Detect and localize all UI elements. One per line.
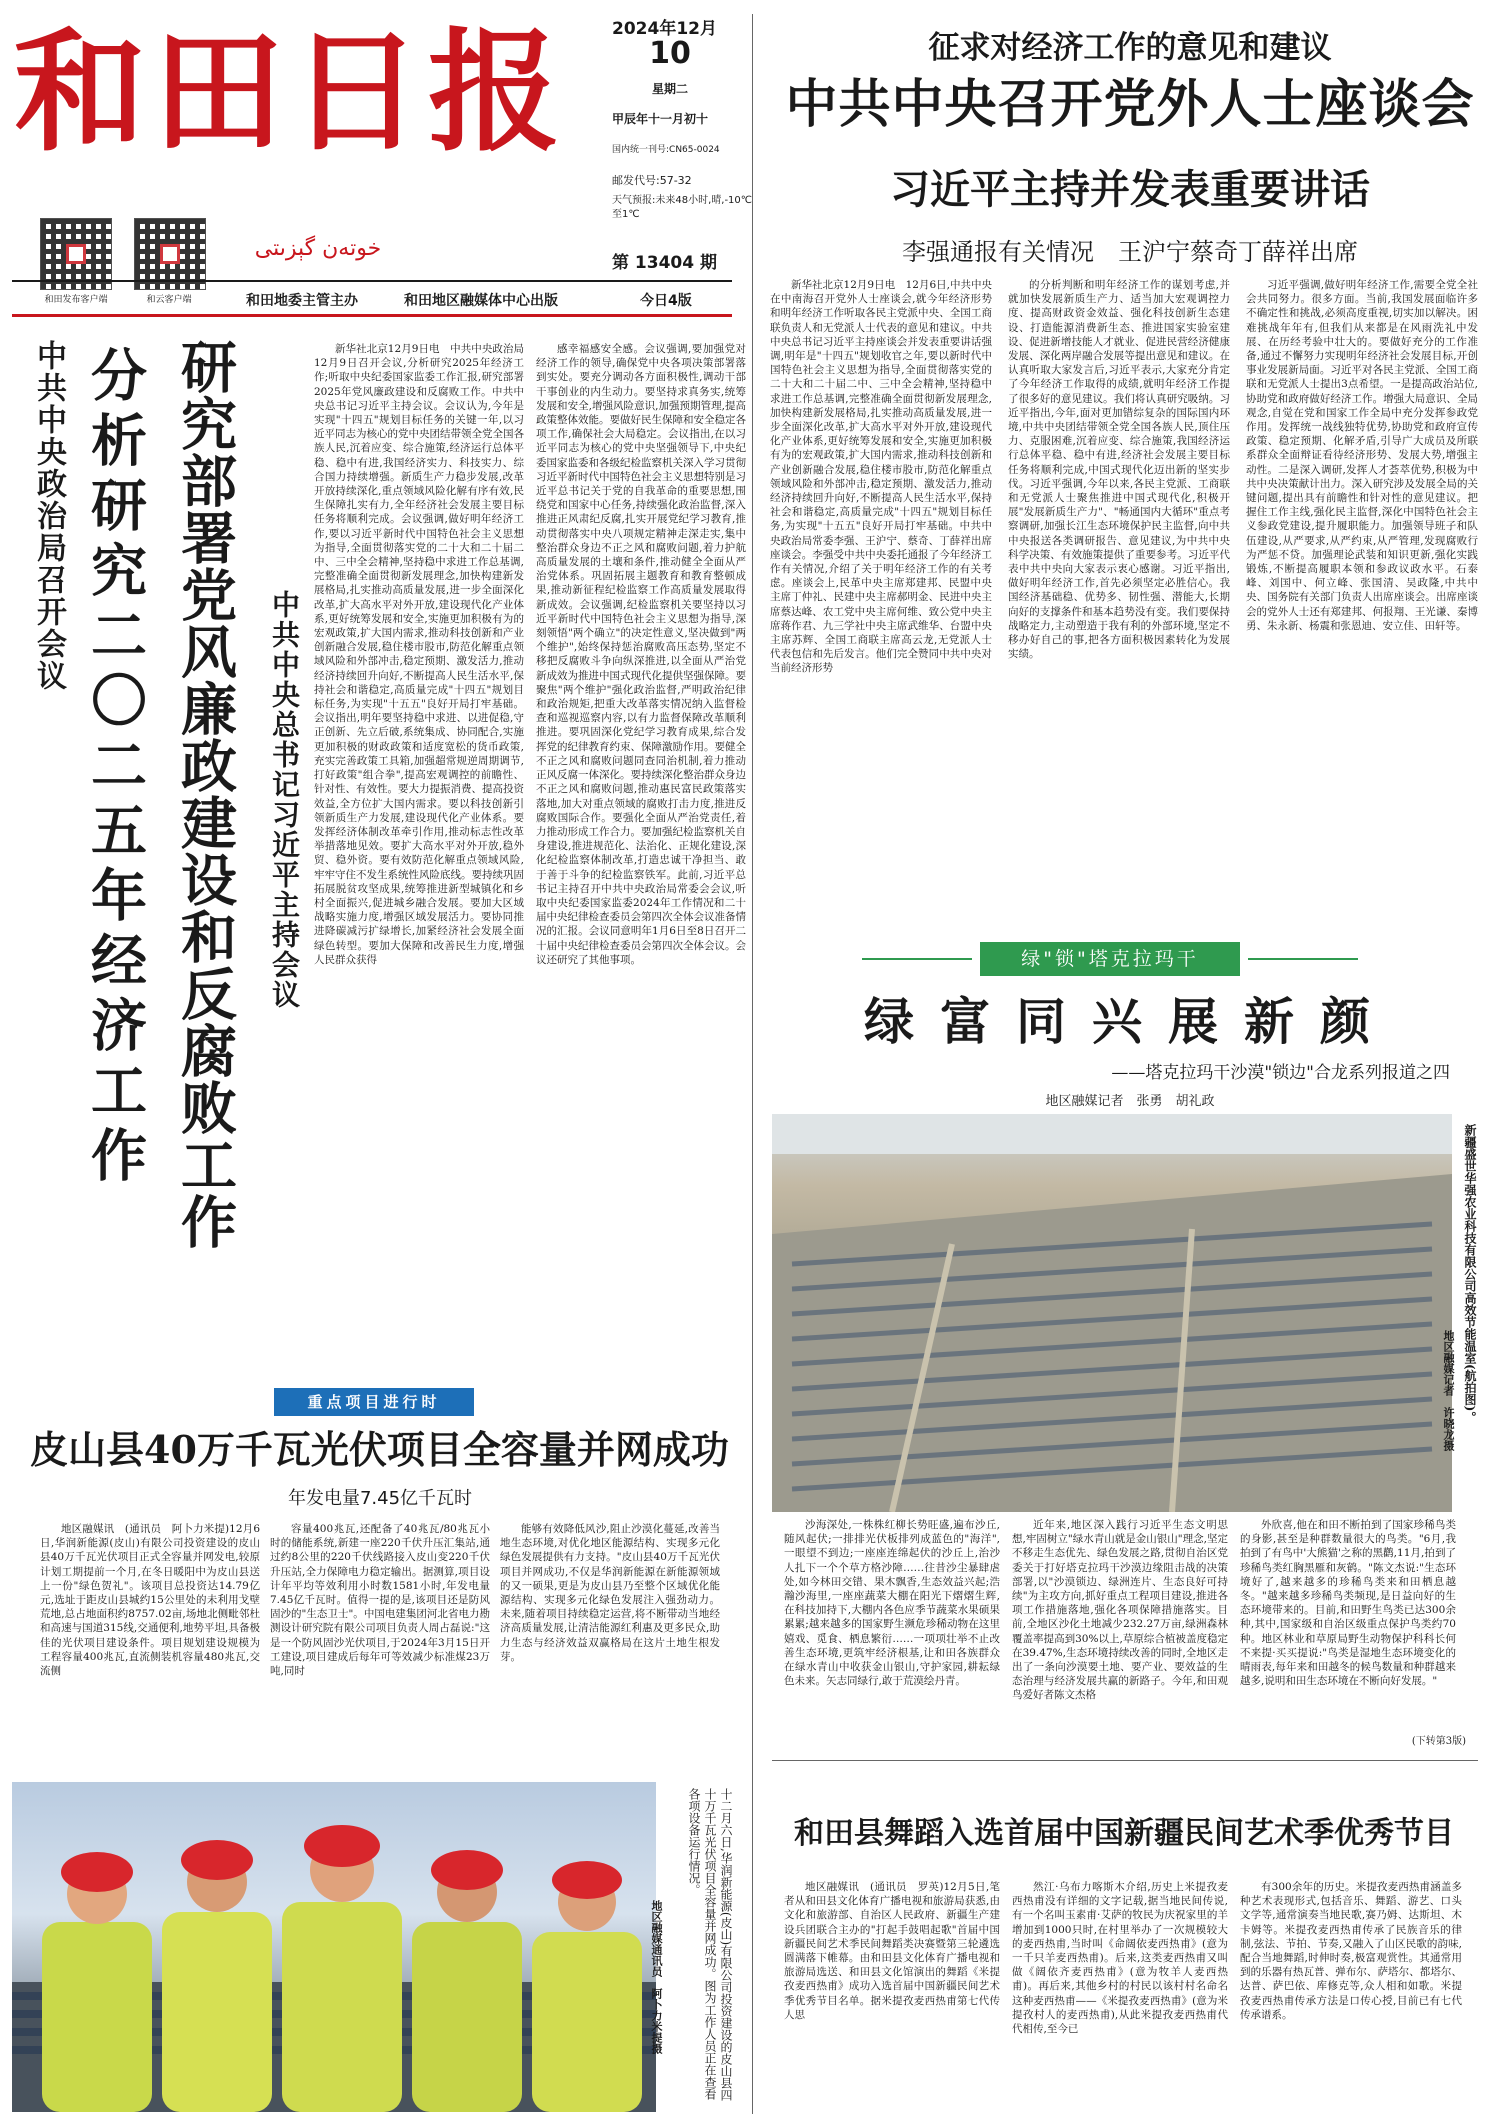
pishan-subhead: 年发电量7.45亿千瓦时 (287, 1488, 473, 1509)
politburo-body-col1: 新华社北京12月9日电 中共中央政治局12月9日召开会议,分析研究2025年经济工作;听取中央纪委国家监委工作汇报,研究部署2025年党风廉政建设和反腐败工作。中共中央总书记习近平主持会议。会议认为,今年是实现"十四五"规划目标任务的关键一年,以习近平同志为核心的党中央团结带领全党全国各族人民,沉着应变、综合施策,经济运行总体平稳、稳中有进,我国经济实力、科技实力、综合国力持续增强。新质生产力稳步发展,改革开放持续深化,重点领域风险化解有序有效,民生保障扎实有力,全年经济社会发展主要目标任务将顺利完成。会议强调,做好明年经济工作,要以习近平新时代中国特色社会主义思想为指导,全面贯彻落实党的二十大和二十届二中、三中全会精神,坚持稳中求进工作总基调,完整准确全面贯彻新发展理念,加快构建新发展格局,扎实推动高质量发展,进一步全面深化改革,扩大高水平对外开放,建设现代化产业体系,更好统筹发展和安全,实施更加积极有为的宏观政策,扩大国内需求,推动科技创新和产业创新融合发展,稳住楼市股市,防范化解重点领域风险和外部冲击,稳定预期、激发活力,推动经济持续回升向好,不断提高人民生活水平,保持社会和谐稳定,高质量完成"十四五"规划目标任务,为实现"十五五"良好开局打牢基础。会议指出,明年要坚持稳中求进、以进促稳,守正创新、先立后破,系统集成、协同配合,实施更加积极的财政政策和适度宽松的货币政策,充实完善政策工具箱,加强超常规逆周期调节,打好政策"组合拳",提高宏观调控的前瞻性、针对性、有效性。要大力提振消费、提高投资效益,全方位扩大国内需求。要以科技创新引领新质生产力发展,建设现代化产业体系。要发挥经济体制改革牵引作用,推动标志性改革举措落地见效。要扩大高水平对外开放,稳外贸、稳外资。要有效防范化解重点领域风险,牢牢守住不发生系统性风险底线。要持续巩固拓展脱贫攻坚成果,统筹推进新型城镇化和乡村全面振兴,促进城乡融合发展。要加大区域战略实施力度,增强区域发展活力。要协同推进降碳减污扩绿增长,加紧经济社会发展全面绿色转型。要加大保障和改善民生力度,增强人民群众获得 (314, 343, 524, 966)
pishan-photo-credit: 地区融媒通讯员 阿卜力米提摄 (650, 1900, 663, 2054)
masthead-rule (12, 280, 732, 282)
issue-date-line: 2024年12月 (612, 19, 717, 39)
dance-top-rule (772, 1760, 1478, 1761)
issue-lunar: 甲辰年十一月初十 (612, 112, 709, 126)
pishan-tag: 重点项目进行时 (274, 1388, 474, 1416)
issue-weekday: 星期二 (651, 82, 688, 96)
desert-byline: 地区融媒记者 张勇 胡礼政 (1045, 1094, 1215, 1109)
dance-body-col3: 有300余年的历史。米提孜麦西热甫涵盖多种艺术表现形式,包括音乐、舞蹈、游艺、口头文学等,通常演奏当地民歌,赛乃姆、达斯坦、木卡姆等。米提孜麦西热甫传承了民族音乐的律制,弦法、节拍、节奏,又融入了山区民歌的韵味,配合当地舞蹈,时伸时奏,极富观赏性。其通常用到的乐器有热瓦普、弹布尔、萨塔尔、都塔尔、达普、萨巴依、库修克等,众人相和如歌。米提孜麦西热甫传承方法是口传心授,目前已有七代传承谱系。 (1240, 1881, 1462, 2021)
politburo-headline-a: 分析研究二〇二五年经济工作 (82, 346, 148, 1191)
weather-forecast: 天气预报:未来48小时,晴,-10℃至1℃ (612, 195, 753, 220)
dance-body-col2: 然江·乌布力喀斯木介绍,历史上米提孜麦西热甫没有详细的文字记载,据当地民间传说,有一个名叫玉素甫·艾萨的牧民为庆祝家里的羊增加到1000只时,在村里举办了一次规模较大的麦西热甫,当时叫《命阔依麦西热甫》(意为一千只羊麦西热甫)。后来,这类麦西热甫又叫做《阔依齐麦西热甫》(意为牧羊人麦西热甫)。再后来,其他乡村的村民以该村村名命名这种麦西热甫——《米提孜麦西热甫》(意为米提孜村人的麦西热甫),从此米提孜麦西热甫代代相传,至今已 (1012, 1881, 1228, 2036)
desert-body-col2: 近年来,地区深入践行习近平生态文明思想,牢固树立"绿水青山就是金山银山"理念,坚定不移走生态优先、绿色发展之路,贯彻自治区党委关于打好塔克拉玛干沙漠边缘阻击战的决策部署,以"沙漠锁边、绿洲连片、生态良好可持续"为主攻方向,抓好重点工程项目建设,推进各项工作措施落地,强化各项保障措施落实。目前,全地区沙化土地减少232.27万亩,绿洲森林覆盖率提高到30%以上,草原综合植被盖度稳定在39.47%,生态环境持续改善的同时,全地区走出了一条向沙漠要土地、要产业、要效益的生态治理与经济发展共赢的新路子。今年,和田观鸟爱好者陈文杰格 (1012, 1519, 1228, 1702)
desert-body-col3: 外欣喜,他在和田不断拍到了国家珍稀鸟类的身影,甚至是种群数量很大的鸟类。"6月,我拍到了有鸟中'大熊猫'之称的黑鹳,11月,拍到了珍稀鸟类红胸黑雁和灰鹤。"陈文杰说:"生态环境好了,越来越多的珍稀鸟类来和田栖息越冬。"越来越多珍稀鸟类频现,是日益向好的生态环境带来的。目前,和田野生鸟类已达300余种,其中,国家级和自治区级重点保护鸟类约70种。地区林业和草原局野生动物保护科科长何不来提·买买提说:"鸟类是湿地生态环境变化的晴雨表,每年来和田越冬的候鸟数量和种群越来越多,说明和田生态环境在不断向好发展。" (1240, 1519, 1456, 1688)
dance-headline: 和田县舞蹈入选首届中国新疆民间艺术季优秀节目 (794, 1816, 1454, 1851)
newspaper-title-uyghur: خوتەن گېزىتى (254, 236, 382, 261)
politburo-headline-b: 研究部署党风廉政建设和反腐败工作 (172, 338, 238, 1250)
politburo-chair: 中共中央总书记习近平主持会议 (268, 590, 301, 1010)
qr-label-heyun: 和云客户端 (146, 295, 192, 305)
publisher-line: 和田地区融媒体中心出版 (404, 293, 558, 309)
desert-body-col1: 沙海深处,一株株红柳长势旺盛,遍布沙丘,随风起伏;一排排光伏板排列成蓝色的"海洋",一眼望不到边;一座座连绵起伏的沙丘上,治沙人扎下一个个草方格沙障……往昔沙尘暴肆虐处,如今林田交错、果木飘香,生态效益兴起;浩瀚沙海里,一座座蔬菜大棚在阳光下熠熠生辉,在科技加持下,大棚内各色应季节蔬菜水果硕果累累;越来越多的国家野生濒危珍稀动物在这里嬉戏、觅食、栖息繁衍……一项项壮举不止改善生态环境,更筑牢经济根基,让和田各族群众在绿水青山中收获金山银山,守护家园,耕耘绿色未来。矢志同绿行,敢于荒漠绘丹青。 (784, 1519, 1000, 1688)
pishan-photo-caption: 十二月六日,华润新能源(皮山)有限公司投资建设的皮山县四十万千瓦光伏项目全容量并网成功。图为工作人员正在查看各项设备运行情况。 (687, 1788, 733, 2102)
desert-banner: 绿"锁"塔克拉玛干 (980, 942, 1240, 976)
postal-code: 邮发代号:57-32 (612, 174, 692, 187)
issue-number: 第 13404 期 (612, 253, 717, 273)
desert-photo-caption: 新疆盛世华强农业科技有限公司高效节能温室(航拍图)。 (1463, 1124, 1477, 1424)
issue-day: 10 (649, 36, 691, 71)
desert-banner-line-left (862, 958, 972, 960)
qr-label-hetian-fabu: 和田发布客户端 (44, 295, 108, 305)
pishan-photo-art (12, 1782, 656, 2112)
politburo-kicker: 中共中央政治局召开会议 (31, 340, 66, 692)
pishan-body-col1: 地区融媒讯 (通讯员 阿卜力米提)12月6日,华润新能源(皮山)有限公司投资建设的皮山县40万千瓦光伏项目正式全容量并网发电,较原计划工期提前一个月,在冬日暖阳中为皮山县送上一份"绿色贺礼"。该项目总投资达14.79亿元,选址于距皮山县城约15公里处的未利用戈壁荒地,总占地面积约8757.02亩,场地北侧毗邻杜和高速与国道315线,交通便利,地势平坦,具备极佳的光伏项目建设条件。项目规划建设规模为工程容量400兆瓦,直流侧装机容量480兆瓦,交流侧 (40, 1523, 260, 1678)
dance-body-col1: 地区融媒讯 (通讯员 罗英)12月5日,笔者从和田县文化体育广播电视和旅游局获悉,由文化和旅游部、自治区人民政府、新疆生产建设兵团联合主办的"打起手鼓唱起歌"首届中国新疆民间艺术季民间舞蹈类决赛暨第三轮遴选圆满落下帷幕。由和田县文化体育广播电视和旅游局选送、和田县文化馆演出的舞蹈《米提孜麦西热甫》成功入选首届中国新疆民间艺术季优秀节目名单。据米提孜麦西热甫第七代传人思 (784, 1881, 1000, 2021)
pishan-body-col2: 容量400兆瓦,还配备了40兆瓦/80兆瓦小时的储能系统,新建一座220千伏升压汇集站,通过约8公里的220千伏线路接入皮山变220千伏升压站,全力保障电力稳定输出。据测算,项目设计年平均等效利用小时数1581小时,年发电量7.45亿千瓦时。值得一提的是,该项目还是防风固沙的"生态卫士"。中国电建集团河北省电力勘测设计研究院有限公司项目负责人周占磊说:"这是一个防风固沙光伏项目,于2024年3月15日开工建设,项目建成后每年可等效减少标准煤23万吨,同时 (270, 1523, 490, 1678)
pages-count: 今日4版 (640, 293, 692, 309)
desert-headline: 绿富同兴展新颜 (864, 992, 1396, 1051)
top-story-headline: 中共中央召开党外人士座谈会 (785, 74, 1475, 135)
desert-photo (772, 1114, 1452, 1512)
desert-continued: (下转第3版) (1411, 1736, 1466, 1747)
desert-subhead: ——塔克拉玛干沙漠"锁边"合龙系列报道之四 (1111, 1063, 1450, 1083)
masthead-bottom-rule (12, 314, 732, 317)
column-divider (752, 14, 753, 2114)
politburo-body-col2: 感幸福感安全感。会议强调,要加强党对经济工作的领导,确保党中央各项决策部署落到实处。要充分调动各方面积极性,调动干部干事创业的内生动力。要坚持求真务实,统筹发展和安全,增强风险意识,加强预期管理,提高政策整体效能。要做好民生保障和安全稳定各项工作,确保社会大局稳定。会议指出,在以习近平同志为核心的党中央坚强领导下,中央纪委国家监委和各级纪检监察机关深入学习贯彻习近平新时代中国特色社会主义思想特别是习近平总书记关于党的自我革命的重要思想,围绕党和国家中心任务,持续强化政治监督,深入推进正风肃纪反腐,扎实开展党纪学习教育,推动贯彻落实中央八项规定精神走深走实,集中整治群众身边不正之风和腐败问题,着力护航高质量发展的土壤和条件,推动健全全面从严治党体系。巩固拓展主题教育和教育整顿成果,推动新征程纪检监察工作高质量发展取得新成效。会议强调,纪检监察机关要坚持以习近平新时代中国特色社会主义思想为指导,深刻领悟"两个确立"的决定性意义,坚决做到"两个维护",始终保持惩治腐败高压态势,坚定不移把反腐败斗争向纵深推进,以全面从严治党新成效为推进中国式现代化提供坚强保障。要聚焦"两个维护"强化政治监督,严明政治纪律和政治规矩,把重大改革落实情况纳入监督检查和巡视巡察内容,以有力监督保障改革顺利推进。要巩固深化党纪学习教育成果,综合发挥党的纪律教育约束、保障激励作用。要健全不正之风和腐败问题同查同治机制,着力推动正风反腐一体深化。要持续深化整治群众身边不正之风和腐败问题,推动惠民富民政策落实落地,加大对重点领域的腐败打击力度,推进反腐败国际合作。要强化全面从严治党责任,着力推动形成工作合力。要加强纪检监察机关自身建设,推进规范化、法治化、正规化建设,深化纪检监察体制改革,打造忠诚干净担当、敢于善于斗争的纪检监察铁军。此前,习近平总书记主持召开中共中央政治局常委会会议,听取中央纪委国家监委2024年工作情况和二十届中央纪律检查委员会第四次全体会议准备情况的汇报。会议同意明年1月6日至8日召开二十届中央纪律检查委员会第四次全体会议。会议还研究了其他事项。 (536, 343, 746, 966)
top-story-body-col1: 新华社北京12月9日电 12月6日,中共中央在中南海召开党外人士座谈会,就今年经济形势和明年经济工作听取各民主党派中央、全国工商联负责人和无党派人士代表的意见和建议。中共中央总书记习近平主持座谈会并发表重要讲话强调,明年是"十四五"规划收官之年,要以新时代中国特色社会主义思想为指导,全面贯彻落实党的二十大和二十届二中、三中全会精神,坚持稳中求进工作总基调,完整准确全面贯彻新发展理念,加快构建新发展格局,扎实推动高质量发展,进一步全面深化改革,扩大高水平对外开放,建设现代化产业体系,更好统筹发展和安全,实施更加积极有为的宏观政策,扩大国内需求,推动科技创新和产业创新融合发展,稳住楼市股市,防范化解重点领域风险和外部冲击,稳定预期、激发活力,推动经济持续回升向好,不断提高人民生活水平,保持社会和谐稳定,高质量完成"十四五"规划目标任务,为实现"十五五"良好开局打牢基础。中共中央政治局常委李强、王沪宁、蔡奇、丁薛祥出席座谈会。李强受中共中央委托通报了今年经济工作有关情况,介绍了关于明年经济工作的有关考虑。座谈会上,民革中央主席郑建邦、民盟中央主席丁仲礼、民建中央主席郝明金、民进中央主席蔡达峰、农工党中央主席何维、致公党中央主席蒋作君、九三学社中央主席武维华、台盟中央主席苏辉、全国工商联主席高云龙,无党派人士代表包信和先后发言。他们完全赞同中共中央对当前经济形势 (770, 279, 992, 675)
sponsor-line: 和田地委主管主办 (246, 293, 358, 309)
top-story-subhead: 习近平主持并发表重要讲话 (890, 166, 1370, 213)
desert-banner-line-right (1248, 958, 1358, 960)
pishan-body-col3: 能够有效降低风沙,阻止沙漠化蔓延,改善当地生态环境,对优化地区能源结构、实现多元化绿色发展提供有力支持。"皮山县40万千瓦光伏项目并网成功,不仅是华润新能源在新能源领域的又一硕果,更是为皮山县乃至整个区域优化能源结构、实现多元化绿色发展注入强劲动力。未来,随着项目持续稳定运营,将不断带动当地经济高质量发展,让清洁能源红利惠及更多民众,助力生态与经济效益双赢格局在这片土地生根发芽。 (500, 1523, 720, 1663)
top-story-body-col3: 习近平强调,做好明年经济工作,需要全党全社会共同努力。很多方面。当前,我国发展面临许多不确定性和挑战,必须高度重视,切实加以解决。困难挑战年年有,但我们从来都是在风雨洗礼中发展、在历经考验中壮大的。要做好充分的工作准备,通过不懈努力实现明年经济社会发展目标,开创事业发展新局面。习近平对各民主党派、全国工商联和无党派人士提出3点希望。一是提高政治站位,协助党和政府做好经济工作。增强大局意识、全局观念,自觉在党和国家工作全局中充分发挥参政党作用。发挥统一战线独特优势,协助党和政府宣传政策、稳定预期、化解矛盾,引导广大成员及所联系群众全面辩证看待经济形势、发展大势,增强主动性。二是深入调研,发挥人才荟萃优势,积极为中共中央决策献计出力。深入研究涉及发展全局的关键问题,提出具有前瞻性和针对性的意见建议。把握住工作主线,强化民主监督,深化中国特色社会主义参政党建设,提升履职能力。加强领导班子和队伍建设,从严要求,从严约束,从严管理,发现腐败行为严惩不贷。加强理论武装和知识更新,强化实践锻炼,不断提高履职本领和参政议政水平。石泰峰、刘国中、何立峰、张国清、吴政隆,中共中央、国务院有关部门负责人出席座谈会。出席座谈会的党外人士还有郑建邦、何报翔、王光谦、秦博勇、朱永新、杨震和张恩迪、安立佳、田轩等。 (1246, 279, 1478, 632)
newspaper-title: 和田日报 (14, 15, 566, 170)
pishan-photo (12, 1782, 656, 2112)
top-story-subhead2: 李强通报有关情况 王沪宁蔡奇丁薛祥出席 (902, 238, 1358, 266)
cn-number: 国内统一刊号:CN65-0024 (612, 145, 720, 155)
pishan-headline: 皮山县40万千瓦光伏项目全容量并网成功 (30, 1427, 729, 1472)
top-story-kicker: 征求对经济工作的意见和建议 (928, 30, 1332, 66)
desert-photo-credit: 地区融媒记者 许晓龙摄 (1442, 1330, 1455, 1451)
top-story-body-col2: 的分析判断和明年经济工作的谋划考虑,并就加快发展新质生产力、适当加大宏观调控力度、提高财政资金效益、强化科技创新生态建设、打造能源消费新生态、推进国家实验室建设、促进新增技能人才就业、促进民营经济健康发展、深化两岸融合发展等提出意见和建议。在认真听取大家发言后,习近平表示,大家充分肯定了今年经济工作取得的成绩,就明年经济工作提了很多好的意见建议。我们将认真研究吸纳。习近平指出,今年,面对更加错综复杂的国际国内环境,中共中央团结带领全党全国各族人民,顶住压力、克服困难,沉着应变、综合施策,我国经济运行总体平稳、稳中有进,经济社会发展主要目标任务将顺利完成,中国式现代化迈出新的坚实步伐。习近平强调,今年以来,各民主党派、工商联和无党派人士聚焦推进中国式现代化,积极开展"发展新质生产力"、"畅通国内大循环"重点考察调研,加强长江生态环境保护民主监督,向中共中央报送各类调研报告、意见建议,为中共中央科学决策、有效施策提供了重要参考。习近平代表中共中央向大家表示衷心感谢。习近平指出,做好明年经济工作,首先必须坚定必胜信心。我国经济基础稳、优势多、韧性强、潜能大,长期向好的支撑条件和基本趋势没有变。我们要保持战略定力,主动塑造于我有利的外部环境,坚定不移办好自己的事,把各方面积极因素转化为发展实绩。 (1008, 279, 1230, 661)
desert-photo-art (772, 1114, 1452, 1512)
